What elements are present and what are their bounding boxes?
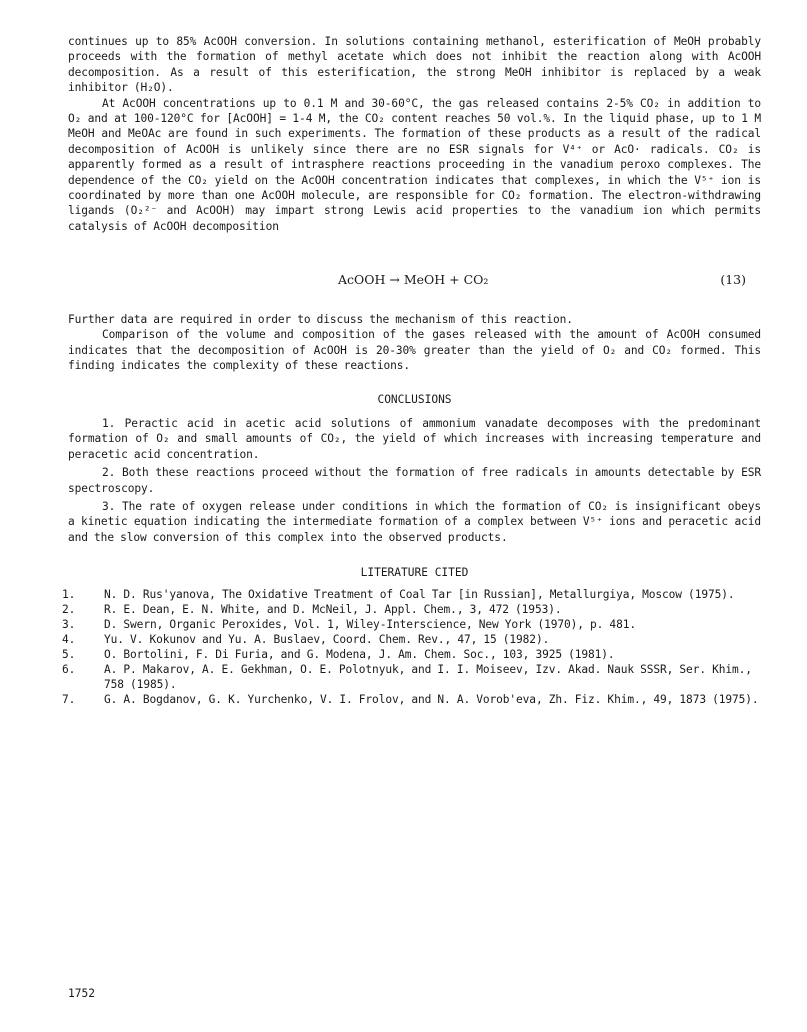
reference-list xyxy=(62,587,762,707)
reference-item xyxy=(62,632,762,647)
paragraph-continuation: continues up to 85% AcOOH conversion. In solutions containing methanol, esterification of MeOH probably proceeds with the formation of methyl acetate which does not inhibit the reaction along with AcOOH decomposition. As a result of this esterification, the strong MeOH inhibitor is replaced by a weak inhibitor (H₂O). xyxy=(68,35,761,95)
reference-text: O. Bortolini, F. Di Furia, and G. Modena, J. Am. Chem. Soc., 103, 3925 (1981). xyxy=(104,648,615,661)
conclusion-item-2: 2. Both these reactions proceed without the formation of free radicals in amounts detectable by ESR spectroscopy. xyxy=(68,466,761,495)
page-number: 1752 xyxy=(68,987,95,1000)
reference-text: N. D. Rus'yanova, The Oxidative Treatment of Coal Tar [in Russian], Metallurgiya, Moscow (1975). xyxy=(104,588,735,601)
equation-expression: AcOOH → MeOH + CO₂ xyxy=(338,272,489,287)
reference-number: 6. xyxy=(62,663,76,676)
reference-number: 3. xyxy=(62,618,76,631)
body-text-top xyxy=(68,34,761,234)
conclusion-item-3: 3. The rate of oxygen release under conditions in which the formation of CO₂ is insignificant obeys a kinetic equation indicating the intermediate formation of a complex between V⁵⁺ ions and peracetic acid and the slow conversion of this complex into the observed products. xyxy=(68,500,761,544)
body-text-mid xyxy=(68,312,761,374)
reference-text: R. E. Dean, E. N. White, and D. McNeil, J. Appl. Chem., 3, 472 (1953). xyxy=(104,603,562,616)
paragraph-comparison: Comparison of the volume and composition of the gases released with the amount of AcOOH consumed indicates that the decomposition of AcOOH is 20-30% greater than the yield of O₂ and CO₂ formed. This finding indicates the complexity of these reactions. xyxy=(68,328,761,373)
reference-number: 7. xyxy=(62,693,76,706)
equation-13 xyxy=(68,272,761,290)
reference-number: 2. xyxy=(62,603,76,616)
reference-text: G. A. Bogdanov, G. K. Yurchenko, V. I. Frolov, and N. A. Vorob'eva, Zh. Fiz. Khim., 49, 1873 (1975). xyxy=(104,693,759,706)
reference-item xyxy=(62,617,762,632)
reference-number: 4. xyxy=(62,633,76,646)
reference-item xyxy=(62,662,762,692)
paragraph-co2-formation: At AcOOH concentrations up to 0.1 M and 30-60°C, the gas released contains 2-5% CO₂ in addition to O₂ and at 100-120°C for [AcOOH] = 1-4 M, the CO₂ content reaches 50 vol.%. In the liquid phase, up to 1 M MeOH and MeOAc are found in such experiments. The formation of these products as a result of the radical decomposition of AcOOH is unlikely since there are no ESR signals for V⁴⁺ or AcO· radicals. CO₂ is apparently formed as a result of intrasphere reactions proceeding in the vanadium peroxo complexes. The dependence of the CO₂ yield on the AcOOH concentration indicates that complexes, in which the V⁵⁺ ion is coordinated by more than one AcOOH molecule, are responsible for CO₂ formation. The electron-withdrawing ligands (O₂²⁻ and AcOOH) may impart strong Lewis acid properties to the vanadium ion which permits catalysis of AcOOH decomposition xyxy=(68,96,761,233)
reference-text: A. P. Makarov, A. E. Gekhman, O. E. Polotnyuk, and I. I. Moiseev, Izv. Akad. Nauk SSSR, Ser. Khim., 758 (1985). xyxy=(104,663,752,691)
reference-item xyxy=(62,602,762,617)
reference-text: D. Swern, Organic Peroxides, Vol. 1, Wiley-Interscience, New York (1970), p. 481. xyxy=(104,618,636,631)
reference-item xyxy=(62,587,762,602)
equation-number: (13) xyxy=(720,272,746,287)
paragraph-further-data: Further data are required in order to discuss the mechanism of this reaction. xyxy=(68,313,573,326)
reference-text: Yu. V. Kokunov and Yu. A. Buslaev, Coord. Chem. Rev., 47, 15 (1982). xyxy=(104,633,550,646)
literature-heading: LITERATURE CITED xyxy=(360,566,469,579)
conclusions-heading: CONCLUSIONS xyxy=(377,393,452,406)
conclusions-list xyxy=(68,416,761,545)
reference-item xyxy=(62,647,762,662)
conclusion-item-1: 1. Peractic acid in acetic acid solutions of ammonium vanadate decomposes with the predominant formation of O₂ and small amounts of CO₂, the yield of which increases with increasing temperature and peracetic acid concentration. xyxy=(68,417,761,461)
reference-number: 5. xyxy=(62,648,76,661)
reference-item xyxy=(62,692,762,707)
reference-number: 1. xyxy=(62,588,76,601)
